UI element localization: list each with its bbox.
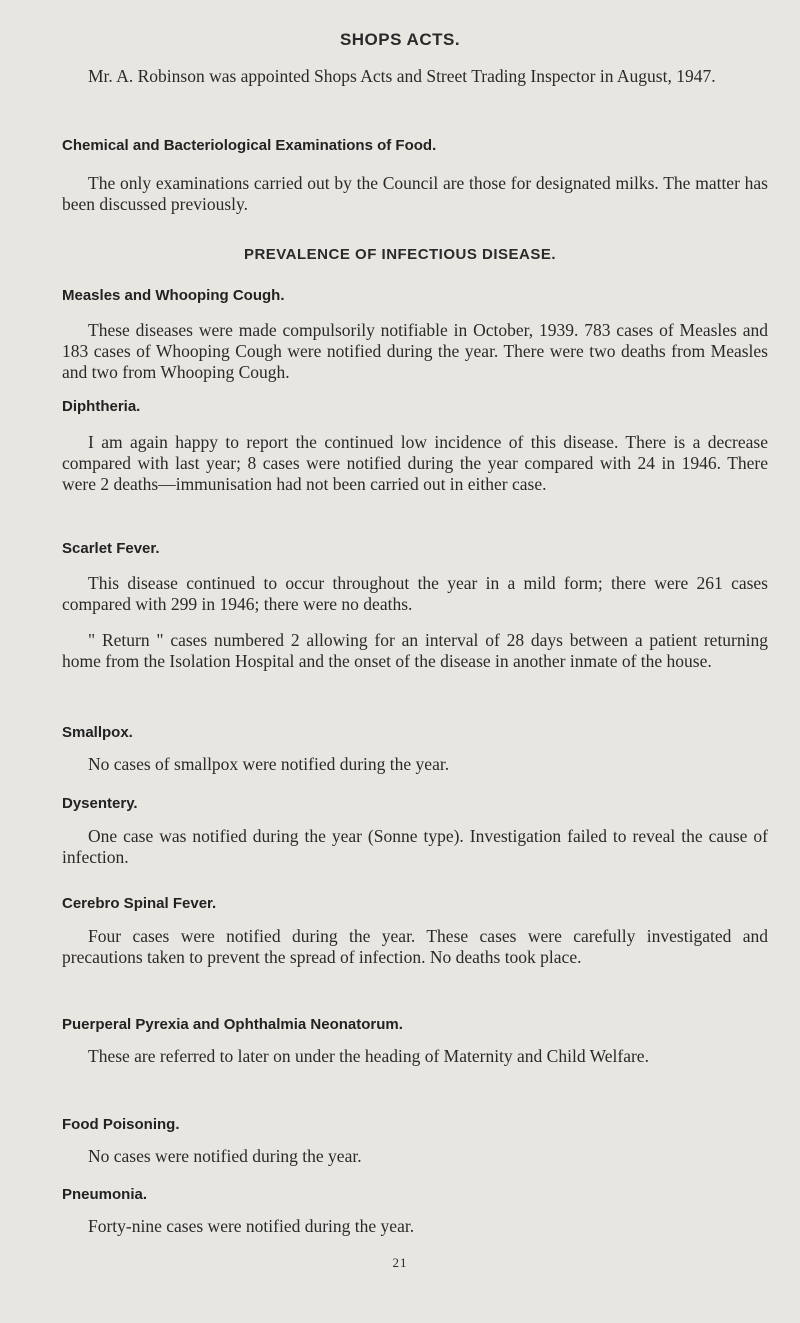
measles-heading: Measles and Whooping Cough. [62, 287, 285, 304]
chemical-paragraph: The only examinations carried out by the Council are those for designated milks. The matter has been discussed previously. [62, 173, 768, 214]
chemical-heading: Chemical and Bacteriological Examinations of Food. [62, 137, 437, 154]
puerperal-paragraph: These are referred to later on under the heading of Maternity and Child Welfare. [88, 1046, 649, 1066]
measles-paragraph: These diseases were made compulsorily notifiable in October, 1939. 783 cases of Measles and 183 cases of Whooping Cough were notified during the year. There were two deaths from Measles and two from Whooping Cough. [62, 320, 768, 382]
smallpox-heading: Smallpox. [62, 724, 133, 741]
pneumonia-paragraph: Forty-nine cases were notified during the year. [88, 1216, 415, 1236]
scarlet-fever-paragraph-1: This disease continued to occur throughout the year in a mild form; there were 261 cases compared with 299 in 1946; there were no deaths. [62, 573, 768, 614]
diphtheria-paragraph: I am again happy to report the continued low incidence of this disease. There is a decrease compared with last year; 8 cases were notified during the year compared with 24 in 1946. There were 2 deaths—immunisation had not been carried out in either case. [62, 432, 768, 494]
scarlet-fever-heading: Scarlet Fever. [62, 540, 160, 557]
pneumonia-heading: Pneumonia. [62, 1186, 148, 1203]
cerebro-spinal-paragraph: Four cases were notified during the year. These cases were carefully investigated and precautions taken to prevent the spread of infection. No deaths took place. [62, 926, 768, 967]
puerperal-heading: Puerperal Pyrexia and Ophthalmia Neonatorum. [62, 1016, 403, 1033]
dysentery-paragraph: One case was notified during the year (Sonne type). Investigation failed to reveal the cause of infection. [62, 826, 768, 867]
intro-paragraph: Mr. A. Robinson was appointed Shops Acts and Street Trading Inspector in August, 1947. [88, 66, 716, 86]
page-title: SHOPS ACTS. [339, 30, 461, 49]
food-poisoning-heading: Food Poisoning. [62, 1116, 180, 1133]
scarlet-fever-paragraph-2: " Return " cases numbered 2 allowing for an interval of 28 days between a patient returning home from the Isolation Hospital and the onset of the disease in another inmate of the house. [62, 630, 768, 671]
dysentery-heading: Dysentery. [62, 795, 138, 812]
cerebro-spinal-heading: Cerebro Spinal Fever. [62, 895, 217, 912]
page-number: 21 [392, 1255, 408, 1270]
smallpox-paragraph: No cases of smallpox were notified during the year. [88, 754, 450, 774]
food-poisoning-paragraph: No cases were notified during the year. [88, 1146, 362, 1166]
prevalence-title: PREVALENCE OF INFECTIOUS DISEASE. [243, 246, 557, 263]
diphtheria-heading: Diphtheria. [62, 398, 141, 415]
